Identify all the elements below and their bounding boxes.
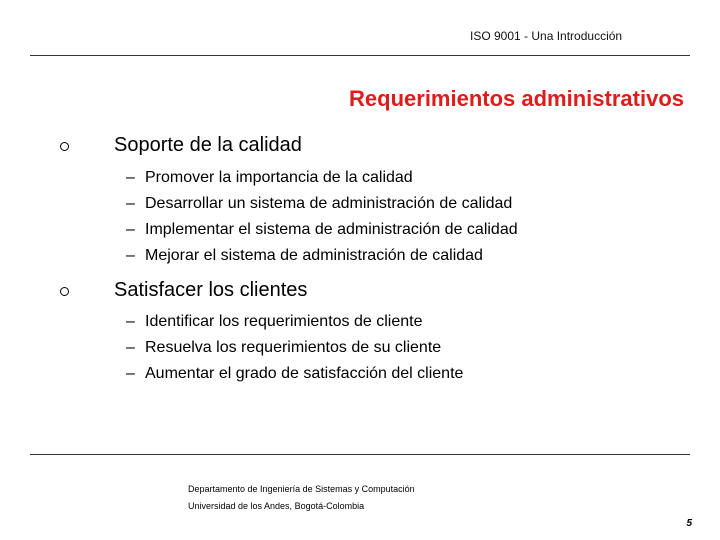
dash-icon: – <box>126 247 135 264</box>
circle-bullet-icon <box>60 142 69 151</box>
dash-icon: – <box>126 313 135 330</box>
bullet-item <box>60 130 700 160</box>
slide-content <box>60 130 700 387</box>
slide-title: Requerimientos administrativos <box>349 86 684 111</box>
sub-item <box>60 243 700 269</box>
header-divider <box>30 55 690 56</box>
dash-icon: – <box>126 169 135 186</box>
header-title: ISO 9001 - Una Introducción <box>470 29 623 43</box>
sub-item-text: Aumentar el grado de satisfacción del cliente <box>145 365 464 382</box>
sub-item-text: Identificar los requerimientos de cliente <box>145 313 423 330</box>
bullet-item <box>60 275 700 305</box>
sub-list <box>60 165 700 269</box>
sub-item-text: Mejorar el sistema de administración de calidad <box>145 247 483 264</box>
dash-icon: – <box>126 339 135 356</box>
circle-bullet-icon <box>60 287 69 296</box>
sub-item <box>60 191 700 217</box>
sub-item-text: Implementar el sistema de administración de calidad <box>145 221 518 238</box>
footer-university: Universidad de los Andes, Bogotá-Colombia <box>188 501 365 511</box>
footer-divider <box>30 454 690 455</box>
sub-item <box>60 309 700 335</box>
sub-list <box>60 309 700 387</box>
sub-item-text: Resuelva los requerimientos de su cliente <box>145 339 442 356</box>
dash-icon: – <box>126 221 135 238</box>
sub-item <box>60 335 700 361</box>
sub-item <box>60 361 700 387</box>
sub-item-text: Desarrollar un sistema de administración de calidad <box>145 195 513 212</box>
dash-icon: – <box>126 365 135 382</box>
dash-icon: – <box>126 195 135 212</box>
bullet-label: Soporte de la calidad <box>114 134 302 156</box>
footer-department: Departamento de Ingeniería de Sistemas y Computación <box>188 484 415 494</box>
bullet-label: Satisfacer los clientes <box>114 279 308 301</box>
sub-item <box>60 165 700 191</box>
sub-item-text: Promover la importancia de la calidad <box>145 169 413 186</box>
page-number: 5 <box>686 518 692 529</box>
sub-item <box>60 217 700 243</box>
